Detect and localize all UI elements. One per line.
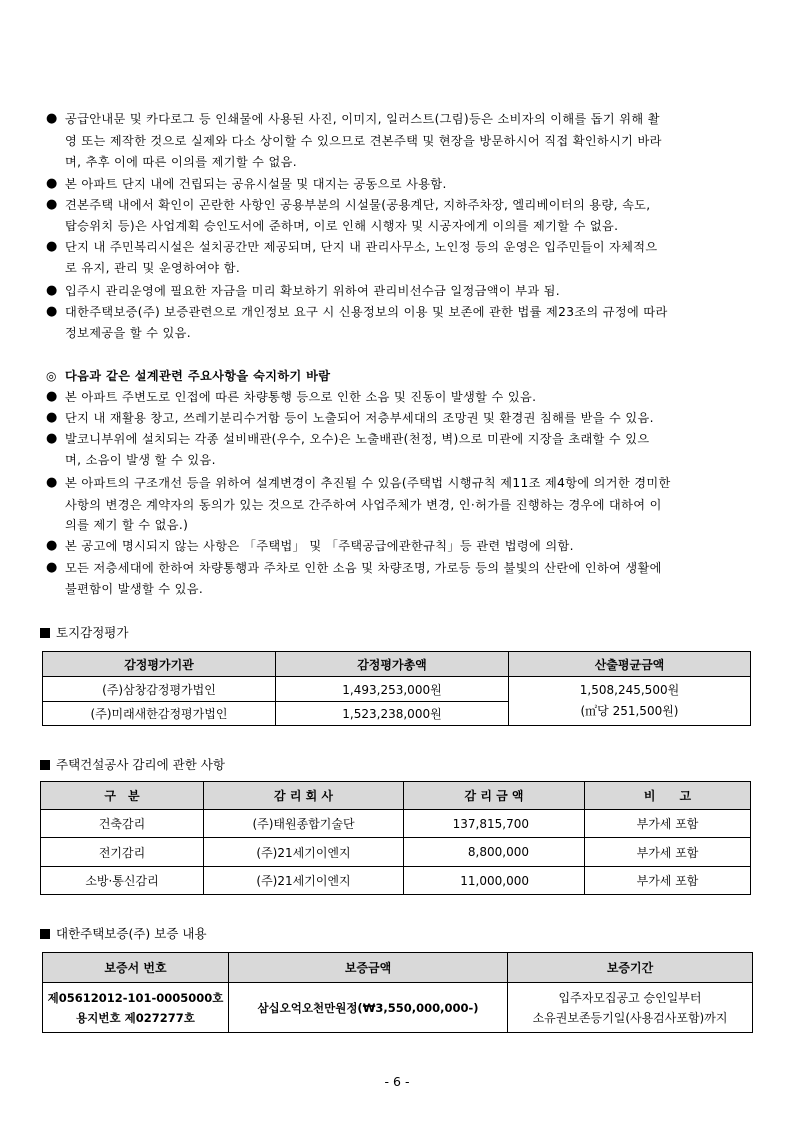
table-row: 소방·통신감리 (주)21세기이엔지 11,000,000 부가세 포함 [41, 867, 751, 895]
column-header: 보증금액 [229, 953, 508, 983]
total-cell: 1,493,253,000원 [276, 677, 509, 702]
table-row: 전기감리 (주)21세기이엔지 8,800,000 부가세 포함 [41, 838, 751, 867]
column-header: 감정평가기관 [43, 652, 276, 677]
guarantee-table [42, 952, 753, 1033]
certificate-number-cell: 제05612012-101-0005000호 용지번호 제027277호 [43, 983, 229, 1033]
land-appraisal-table [42, 651, 751, 726]
bullet-icon: ● [46, 560, 58, 575]
bullet-icon: ● [46, 239, 58, 254]
column-header: 보증기간 [508, 953, 753, 983]
bullet-icon: ● [46, 283, 58, 298]
table-row [43, 983, 753, 1033]
page-number: - 6 - [384, 1074, 410, 1089]
column-header: 감 리 회 사 [204, 782, 404, 810]
guarantee-period-cell: 입주자모집공고 승인일부터 소유권보존등기일(사용검사포함)까지 [508, 983, 753, 1033]
bullet-icon: ● [46, 176, 58, 191]
bullet-icon: ● [46, 538, 58, 553]
bullet-icon: ● [46, 431, 58, 446]
bullet-icon: ● [46, 304, 58, 319]
agency-cell: (주)미래새한감정평가법인 [43, 702, 276, 726]
table-row: 건축감리 (주)태원종합기술단 137,815,700 부가세 포함 [41, 810, 751, 838]
double-circle-icon: ◎ [46, 369, 57, 383]
supervision-table [40, 781, 751, 895]
land-appraisal-title: 토지감정평가 [40, 625, 128, 641]
column-header: 비 고 [585, 782, 751, 810]
bullet-icon: ● [46, 475, 58, 490]
column-header: 보증서 번호 [43, 953, 229, 983]
guarantee-title: 대한주택보증(주) 보증 내용 [40, 926, 207, 942]
bullet-icon: ● [46, 410, 58, 425]
column-header: 감 리 금 액 [404, 782, 585, 810]
agency-cell: (주)삼창감정평가법인 [43, 677, 276, 702]
square-bullet-icon [40, 929, 50, 939]
column-header: 구 분 [41, 782, 204, 810]
bullet-icon: ● [46, 389, 58, 404]
guarantee-amount-cell: 삼십오억오천만원정(₩3,550,000,000-) [229, 983, 508, 1033]
column-header: 산출평균금액 [509, 652, 751, 677]
column-header: 감정평가총액 [276, 652, 509, 677]
bullet-icon: ● [46, 197, 58, 212]
bullet-icon: ● [46, 111, 58, 126]
total-cell: 1,523,238,000원 [276, 702, 509, 726]
table-row [43, 677, 751, 702]
supervision-title: 주택건설공사 감리에 관한 사항 [40, 757, 225, 773]
average-cell: 1,508,245,500원 (㎡당 251,500원) [509, 677, 751, 726]
square-bullet-icon [40, 628, 50, 638]
square-bullet-icon [40, 760, 50, 770]
